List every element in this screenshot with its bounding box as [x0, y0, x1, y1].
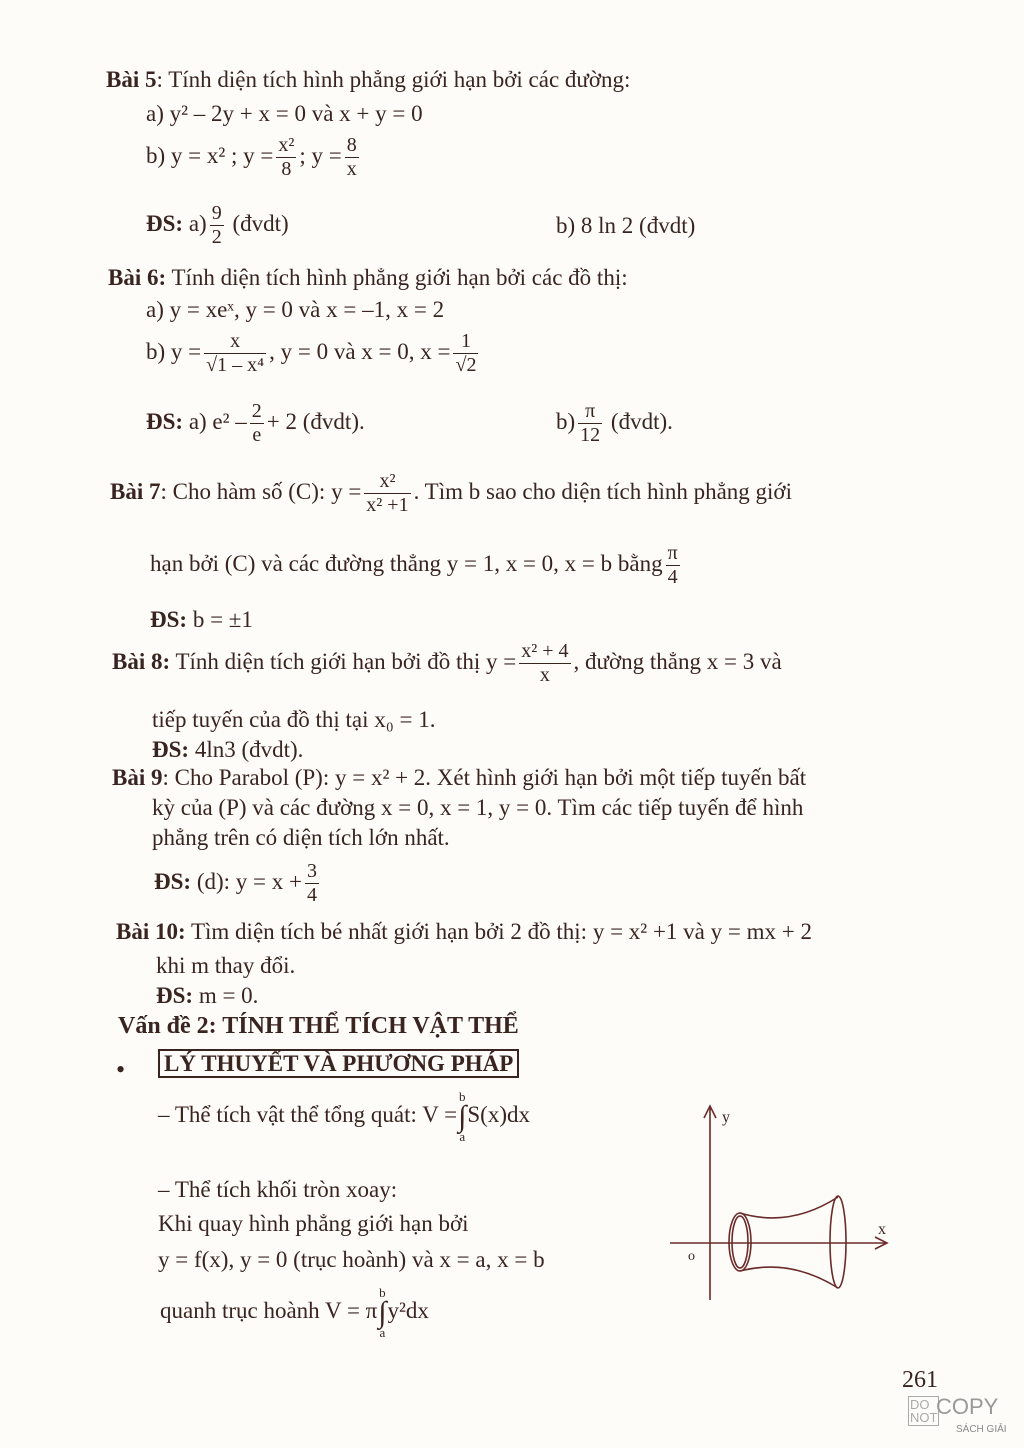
page-number: 261	[902, 1367, 938, 1393]
volume-general: – Thể tích vật thể tổng quát: V =b ∫ aS(x)dx	[158, 1089, 531, 1144]
b8-prompt: Bài 8: Tính diện tích giới hạn bởi đồ thị y = $\frac{\text{x² + 4}}{x}$ , đường thẳng x = 3 và	[112, 640, 782, 686]
right-base	[830, 1196, 846, 1288]
b10-line2: khi m thay đổi.	[156, 953, 296, 978]
b8-line2: tiếp tuyến của đồ thị tại x₀ = 1.	[152, 707, 436, 732]
logo-copy: COPY	[936, 1394, 999, 1419]
b6-a: a) y = xeˣ, y = 0 và x = –1, x = 2	[146, 297, 445, 322]
b10-line1: Bài 10: Tìm diện tích bé nhất giới hạn bởi 2 đồ thị: y = x² +1 và y = mx + 2	[116, 919, 812, 944]
section-title: Vấn đề 2: TÍNH THỂ TÍCH VẬT THỂ	[118, 1013, 519, 1039]
watermark-logo	[908, 1396, 1018, 1440]
theory-heading: LÝ THUYẾT VÀ PHƯƠNG PHÁP	[158, 1050, 519, 1078]
b5-prompt: Bài 5: Tính diện tích hình phẳng giới hạn bởi các đường:	[106, 67, 631, 92]
logo-sachgiai: SÁCH GIẢI	[956, 1424, 1007, 1435]
bullet: •	[116, 1055, 126, 1084]
b7-line2: hạn bởi (C) và các đường thẳng y = 1, x = 0, x = b bằng $\frac{\pi}{4}$	[150, 542, 678, 588]
rotation-desc-2: y = f(x), y = 0 (trục hoành) và x = a, x = b	[158, 1247, 545, 1272]
b5-a: a) y² – 2y + x = 0 và x + y = 0	[146, 101, 423, 126]
rotation-desc-1: Khi quay hình phẳng giới hạn bởi	[158, 1211, 469, 1236]
origin-label: o	[688, 1249, 695, 1264]
b9-line1: Bài 9: Cho Parabol (P): y = x² + 2. Xét hình giới hạn bởi một tiếp tuyến bất	[112, 765, 807, 790]
revolution-figure	[670, 1100, 900, 1300]
volume-rotation: – Thể tích khối tròn xoay:	[158, 1177, 398, 1202]
b9-line2: kỳ của (P) và các đường x = 0, x = 1, y = 0. Tìm các tiếp tuyến để hình	[152, 795, 804, 820]
b5-answer: ĐS: a) $\frac{9}{2}$ (đvdt)	[146, 202, 289, 248]
b5-answer-b: b) 8 ln 2 (đvdt)	[556, 213, 696, 238]
b9-line3: phẳng trên có diện tích lớn nhất.	[152, 825, 450, 850]
b5-b: b) y = x² ; y = $\frac{\text{x²}}{8}$ ; y = $\frac{8}{x}$	[146, 134, 357, 180]
b9-answer: ĐS: (d): y = x + $\frac{3}{4}$	[154, 860, 317, 906]
y-label: y	[722, 1109, 730, 1126]
b8-answer: ĐS: 4ln3 (đvdt).	[152, 737, 304, 762]
logo-donot: DO NOT	[910, 1397, 938, 1425]
volume-formula: quanh trục hoành V = πb ∫ ay²dx	[160, 1285, 429, 1340]
b7-answer: ĐS: b = ±1	[150, 607, 253, 632]
b6-prompt: Bài 6: Tính diện tích hình phẳng giới hạn bởi các đồ thị:	[108, 265, 628, 290]
bottom-curve	[740, 1267, 838, 1288]
b10-answer: ĐS: m = 0.	[156, 983, 259, 1008]
b7-prompt: Bài 7: Cho hàm số (C): y = $\frac{\text{x²}}{\text{x² +1}}$ . Tìm b sao cho diện tích hình phẳng giới	[110, 470, 792, 516]
left-base	[732, 1216, 748, 1268]
b6-answer: ĐS: a) e² – $\frac{2}{e}$ + 2 (đvdt).	[146, 400, 365, 446]
x-label: x	[878, 1221, 886, 1238]
b6-answer-b: b) $\frac{\pi}{12}$ (đvdt).	[556, 400, 673, 446]
top-curve	[740, 1197, 838, 1218]
b6-b: b) y = $\frac{x}{\text{√1 – x⁴}}$ , y = 0 và x = 0, x = $\frac{1}{√2}$	[146, 330, 477, 376]
